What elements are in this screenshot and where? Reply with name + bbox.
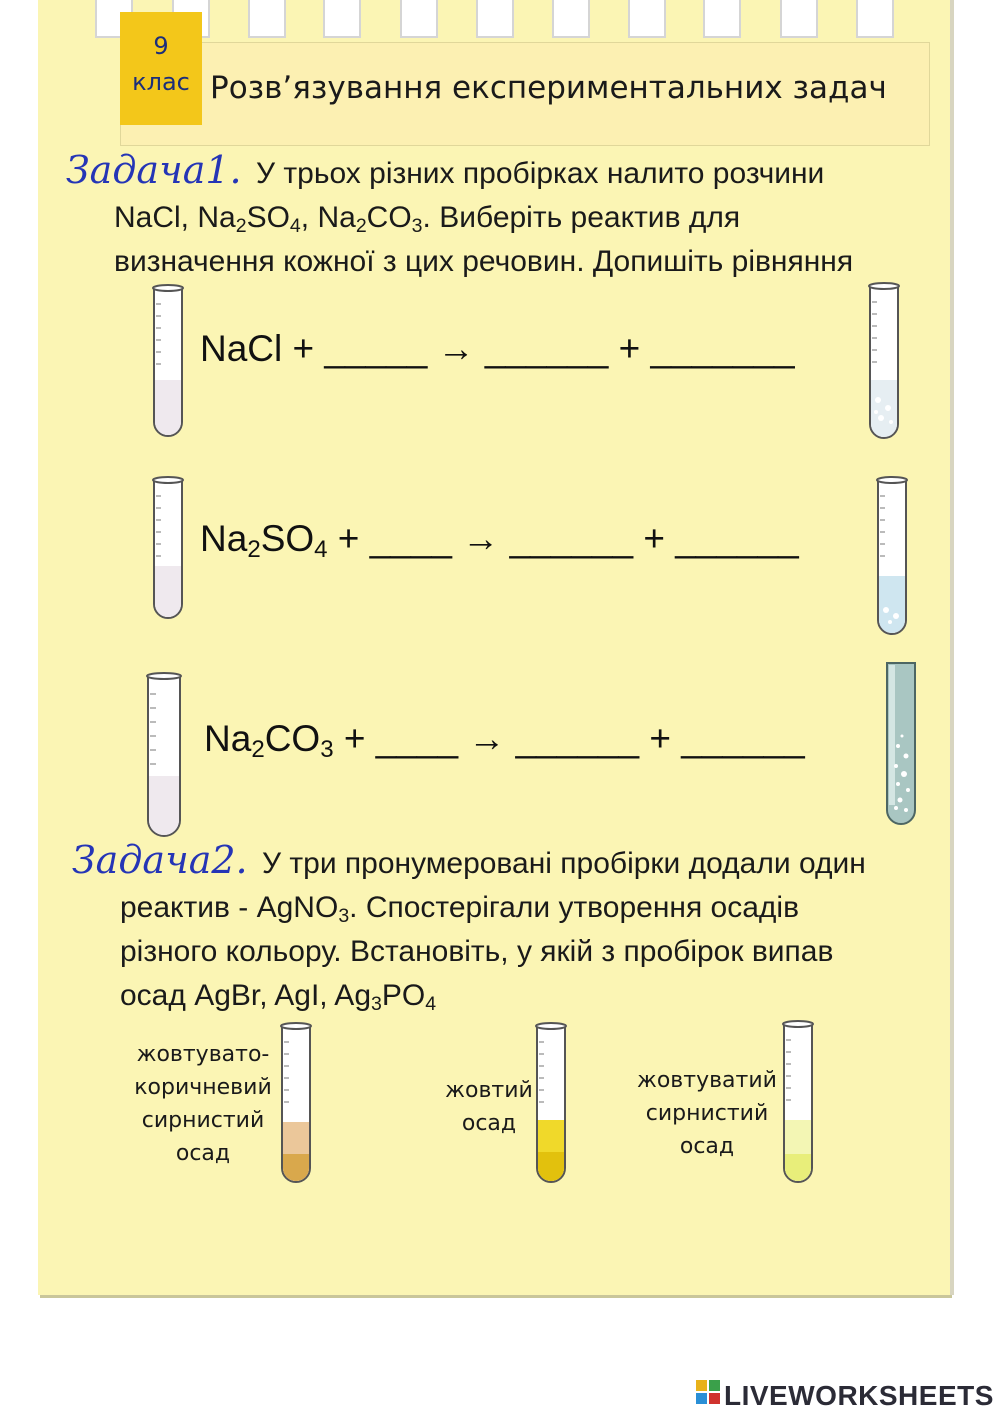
logo-icon xyxy=(696,1380,720,1404)
task1-line3: визначення кожної з цих речовин. Допишіть рівняння xyxy=(114,245,854,278)
task2-line2: реактив - AgNO$_3$. Спостерігали утворення осадів xyxy=(120,891,800,927)
task1-line1: У трьох різних пробірках налито розчини xyxy=(256,157,825,190)
test-tube-gas-bubbles-icon xyxy=(884,660,918,826)
task2-line1: У три пронумеровані пробірки додали один xyxy=(262,847,866,880)
test-tube-yellow-icon xyxy=(533,1022,569,1186)
task1-line2: NaCl, $Na_2SO_4$, $Na_2CO_3$. Виберіть реактив для xyxy=(114,201,741,237)
test-tube-yellow-brown-icon xyxy=(278,1022,314,1186)
equation-na2co3: $Na_2CO_3$ + ____ → ______ + ______ xyxy=(204,718,805,763)
arrow-icon: → xyxy=(468,718,506,759)
equation-na2so4: $Na_2SO_4$ + ____ → ______ + ______ xyxy=(200,518,799,563)
task1-heading: Задача1. xyxy=(66,148,242,192)
grade-badge xyxy=(120,12,202,125)
grade-word: клас xyxy=(132,68,190,96)
test-tube-icon xyxy=(144,672,184,840)
page-title: Розв’язування експериментальних задач xyxy=(210,70,887,106)
grade-number: 9 xyxy=(153,32,169,60)
tube2-label: жовтий осад xyxy=(445,1078,533,1136)
page-edge xyxy=(950,0,954,1295)
task2-line4: осад AgBr, AgI, $Ag_3PO_4$ xyxy=(120,979,437,1015)
tube3-label: жовтуватий сирнистий осад xyxy=(637,1068,777,1159)
task2-line3: різного кольору. Встановіть, у якій з пробірок випав xyxy=(120,935,834,968)
task2-heading: Задача2. xyxy=(72,838,248,882)
test-tube-icon xyxy=(150,476,186,622)
test-tube-icon xyxy=(150,284,186,440)
test-tube-white-precipitate-icon xyxy=(866,282,902,442)
tube1-label: жовтувато- коричневий сирнистий осад xyxy=(134,1042,272,1166)
test-tube-pale-yellow-icon xyxy=(780,1020,816,1186)
arrow-icon: → xyxy=(437,328,475,369)
test-tube-blue-precipitate-icon xyxy=(874,476,910,638)
equation-nacl: NaCl + _____ → ______ + _______ xyxy=(200,328,795,369)
arrow-icon: → xyxy=(462,518,500,559)
